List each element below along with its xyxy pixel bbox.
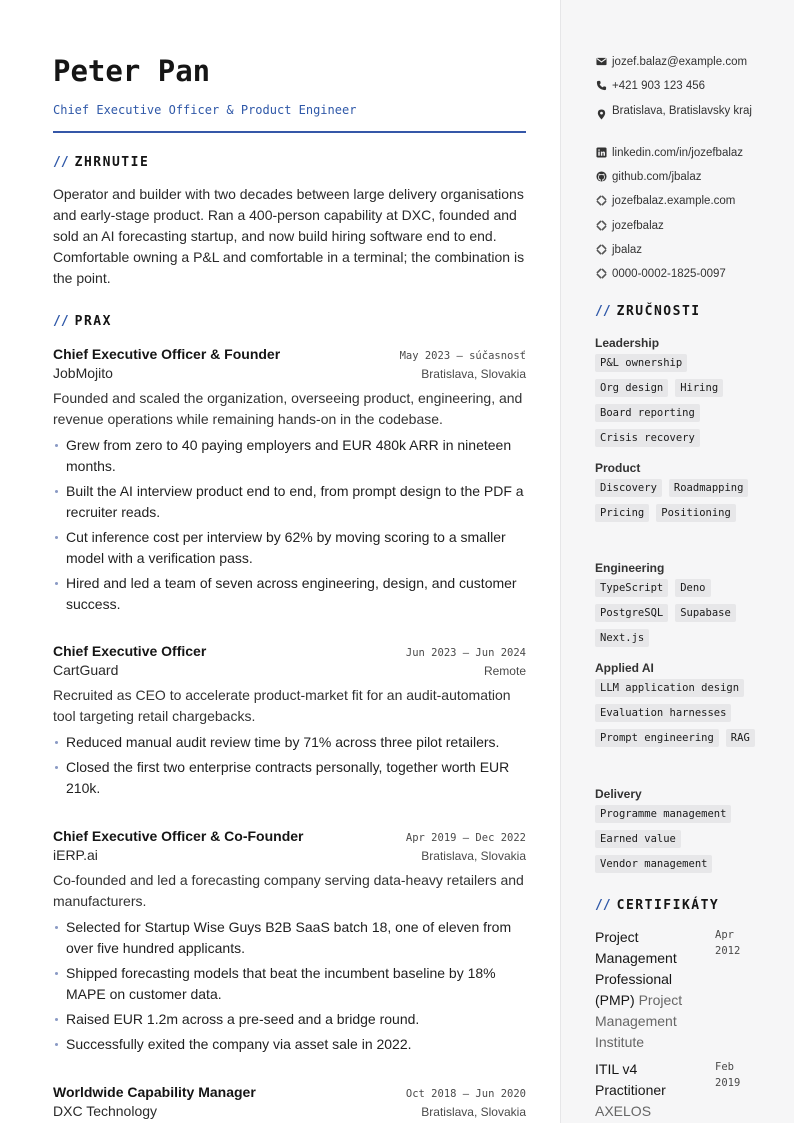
- contact-phone[interactable]: [595, 78, 765, 94]
- skill-chip: Prompt engineering: [595, 729, 719, 747]
- contact-text: 0000-0002-1825-0097: [612, 268, 726, 280]
- certificate-text: [595, 1059, 705, 1122]
- section-skills-title: ZRUČNOSTI: [616, 304, 701, 319]
- skill-group-applied-ai: [595, 661, 765, 754]
- job-bullet: Closed the first two enterprise contracts personally, together worth EUR 210k.: [53, 757, 526, 799]
- skill-group-label: Leadership: [595, 336, 660, 350]
- job-location: Bratislava, Slovakia: [421, 367, 526, 381]
- section-slash: //: [595, 304, 611, 319]
- job-company: CartGuard: [53, 662, 119, 678]
- job-bullet: Cut inference cost per interview by 62% by moving scoring to a smaller model with a verification pass.: [53, 527, 526, 569]
- skill-group-label: Delivery: [595, 787, 642, 801]
- job-entry: [53, 345, 526, 619]
- job-bullet: Selected for Startup Wise Guys B2B SaaS batch 18, one of eleven from over five hundred applicants.: [53, 917, 526, 959]
- contact-text: jozefbalaz: [612, 220, 664, 232]
- section-certificates-title: CERTIFIKÁTY: [616, 898, 720, 913]
- job-date: Apr 2019 — Dec 2022: [405, 832, 526, 844]
- link-icon: [595, 218, 608, 234]
- skill-group-label: Engineering: [595, 561, 665, 575]
- skill-group-leadership: [595, 336, 765, 454]
- skill-chips: [595, 579, 765, 654]
- contact-location: [595, 103, 765, 120]
- contact-linkedin[interactable]: [595, 145, 765, 161]
- contact-github[interactable]: [595, 169, 765, 185]
- section-slash: //: [53, 155, 69, 170]
- skill-chips: [595, 805, 765, 880]
- job-bullet: Reduced manual audit review time by 71% across three pilot retailers.: [53, 732, 526, 753]
- certificate-date: Apr 2012: [715, 929, 741, 957]
- section-summary-heading: [53, 155, 149, 170]
- sidebar: [560, 0, 794, 1123]
- certificate-date: Feb 2019: [715, 1061, 741, 1089]
- skill-chip: Next.js: [595, 629, 649, 647]
- skill-chip: Earned value: [595, 830, 681, 848]
- job-company: DXC Technology: [53, 1103, 158, 1119]
- job-bullets: [53, 732, 526, 799]
- certificate-name: Project Management Professional (PMP): [595, 929, 677, 1008]
- section-slash: //: [595, 898, 611, 913]
- skill-group-delivery: [595, 787, 765, 880]
- job-company: JobMojito: [53, 365, 113, 381]
- job-entry: [53, 642, 526, 803]
- person-name: Peter Pan: [53, 54, 211, 88]
- skill-chip: LLM application design: [595, 679, 744, 697]
- skill-chips: [595, 354, 765, 454]
- job-bullet: Successfully exited the company via asset sale in 2022.: [53, 1034, 526, 1055]
- certificate-entry: [595, 927, 765, 1053]
- job-description: Recruited as CEO to accelerate product-market fit for an audit-automation tool targeting retail chargebacks.: [53, 687, 511, 724]
- location-icon: [595, 103, 608, 120]
- job-title: Chief Executive Officer & Founder: [53, 346, 281, 362]
- job-entry: [53, 1083, 526, 1122]
- job-description: Founded and scaled the organization, overseeing product, engineering, and revenue operations while remaining hands-on in the codebase.: [53, 390, 523, 427]
- skill-chip: Evaluation harnesses: [595, 704, 731, 722]
- job-bullet: Hired and led a team of seven across engineering, design, and customer success.: [53, 573, 526, 615]
- certificate-issuer: Project Management Institute: [595, 992, 683, 1050]
- contact-text: jozefbalaz.example.com: [612, 195, 736, 207]
- skill-chip: P&L ownership: [595, 354, 687, 372]
- contact-text: +421 903 123 456: [612, 80, 706, 92]
- skill-group-product: [595, 461, 765, 529]
- summary-text: Operator and builder with two decades between large delivery organisations and early-stage product. Ran a 400-person capability at DXC, founded and sold an AI forecasting startup, and now build hiring software end to end. Comfortable owning a P&L and comfortable in a terminal; the combination is the point.: [53, 186, 525, 286]
- skill-chip: Vendor management: [595, 855, 712, 873]
- job-bullet: Raised EUR 1.2m across a pre-seed and a bridge round.: [53, 1009, 526, 1030]
- contact-text: github.com/jbalaz: [612, 171, 702, 183]
- job-location: Remote: [483, 664, 526, 678]
- contact-text: linkedin.com/in/jozefbalaz: [612, 147, 744, 159]
- job-headline: Chief Executive Officer & Product Engineer: [53, 103, 357, 117]
- contact-text: jbalaz: [612, 244, 643, 256]
- header-divider: [53, 131, 526, 133]
- certificate-text: [595, 927, 705, 1053]
- section-experience-title: PRAX: [74, 314, 112, 329]
- skill-chip: Deno: [675, 579, 710, 597]
- mail-icon: [595, 54, 608, 70]
- certificate-issuer: AXELOS: [595, 1103, 652, 1119]
- contact-orcid[interactable]: [595, 266, 765, 282]
- skill-chips: [595, 479, 765, 529]
- skill-chip: Discovery: [595, 479, 662, 497]
- job-location: Bratislava, Slovakia: [421, 1105, 526, 1119]
- section-certificates-heading: [595, 898, 719, 913]
- job-bullet: Built the AI interview product end to end, from prompt design to the PDF a recruiter reads.: [53, 481, 526, 523]
- job-title: Chief Executive Officer & Co-Founder: [53, 828, 304, 844]
- job-title: Worldwide Capability Manager: [53, 1084, 256, 1100]
- skill-chip: RAG: [726, 729, 755, 747]
- job-entry: [53, 827, 526, 1059]
- phone-icon: [595, 78, 608, 94]
- link-icon: [595, 266, 608, 282]
- job-company: iERP.ai: [53, 847, 98, 863]
- section-experience-heading: [53, 314, 112, 329]
- skill-chip: Crisis recovery: [595, 429, 700, 447]
- contact-text: jozef.balaz@example.com: [612, 56, 748, 68]
- skill-chip: Positioning: [656, 504, 736, 522]
- skill-chips: [595, 679, 765, 754]
- job-title: Chief Executive Officer: [53, 643, 207, 659]
- skill-chip: Pricing: [595, 504, 649, 522]
- job-description: Co-founded and led a forecasting company serving data-heavy retailers and manufacturers.: [53, 872, 524, 909]
- contact-text: Bratislava, Bratislavsky kraj: [612, 105, 752, 117]
- section-slash: //: [53, 314, 69, 329]
- skill-chip: Programme management: [595, 805, 731, 823]
- job-date: Jun 2023 — Jun 2024: [405, 647, 526, 659]
- contact-email[interactable]: [595, 54, 765, 70]
- skill-chip: Org design: [595, 379, 668, 397]
- skill-chip: Roadmapping: [669, 479, 749, 497]
- skill-chip: Supabase: [675, 604, 736, 622]
- skill-chip: Hiring: [675, 379, 723, 397]
- skill-group-engineering: [595, 561, 765, 654]
- skill-chip: PostgreSQL: [595, 604, 668, 622]
- linkedin-icon: [595, 145, 608, 161]
- contact-profile[interactable]: [595, 242, 765, 258]
- section-skills-heading: [595, 304, 701, 319]
- github-icon: [595, 169, 608, 185]
- job-date: May 2023 — súčasnosť: [399, 350, 526, 362]
- certificate-entry: [595, 1059, 765, 1122]
- link-icon: [595, 242, 608, 258]
- skill-group-label: Applied AI: [595, 661, 654, 675]
- skill-chip: TypeScript: [595, 579, 668, 597]
- job-date: Oct 2018 — Jun 2020: [405, 1088, 526, 1100]
- certificate-name: ITIL v4 Practitioner: [595, 1061, 666, 1098]
- skill-group-label: Product: [595, 461, 641, 475]
- job-bullets: [53, 917, 526, 1055]
- job-bullet: Shipped forecasting models that beat the incumbent baseline by 18% MAPE on customer data.: [53, 963, 526, 1005]
- job-bullets: [53, 435, 526, 615]
- job-location: Bratislava, Slovakia: [421, 849, 526, 863]
- job-bullet: Grew from zero to 40 paying employers and EUR 480k ARR in nineteen months.: [53, 435, 526, 477]
- contact-website[interactable]: [595, 193, 765, 209]
- section-summary-title: ZHRNUTIE: [74, 155, 150, 170]
- skill-chip: Board reporting: [595, 404, 700, 422]
- contact-profile[interactable]: [595, 218, 765, 234]
- link-icon: [595, 193, 608, 209]
